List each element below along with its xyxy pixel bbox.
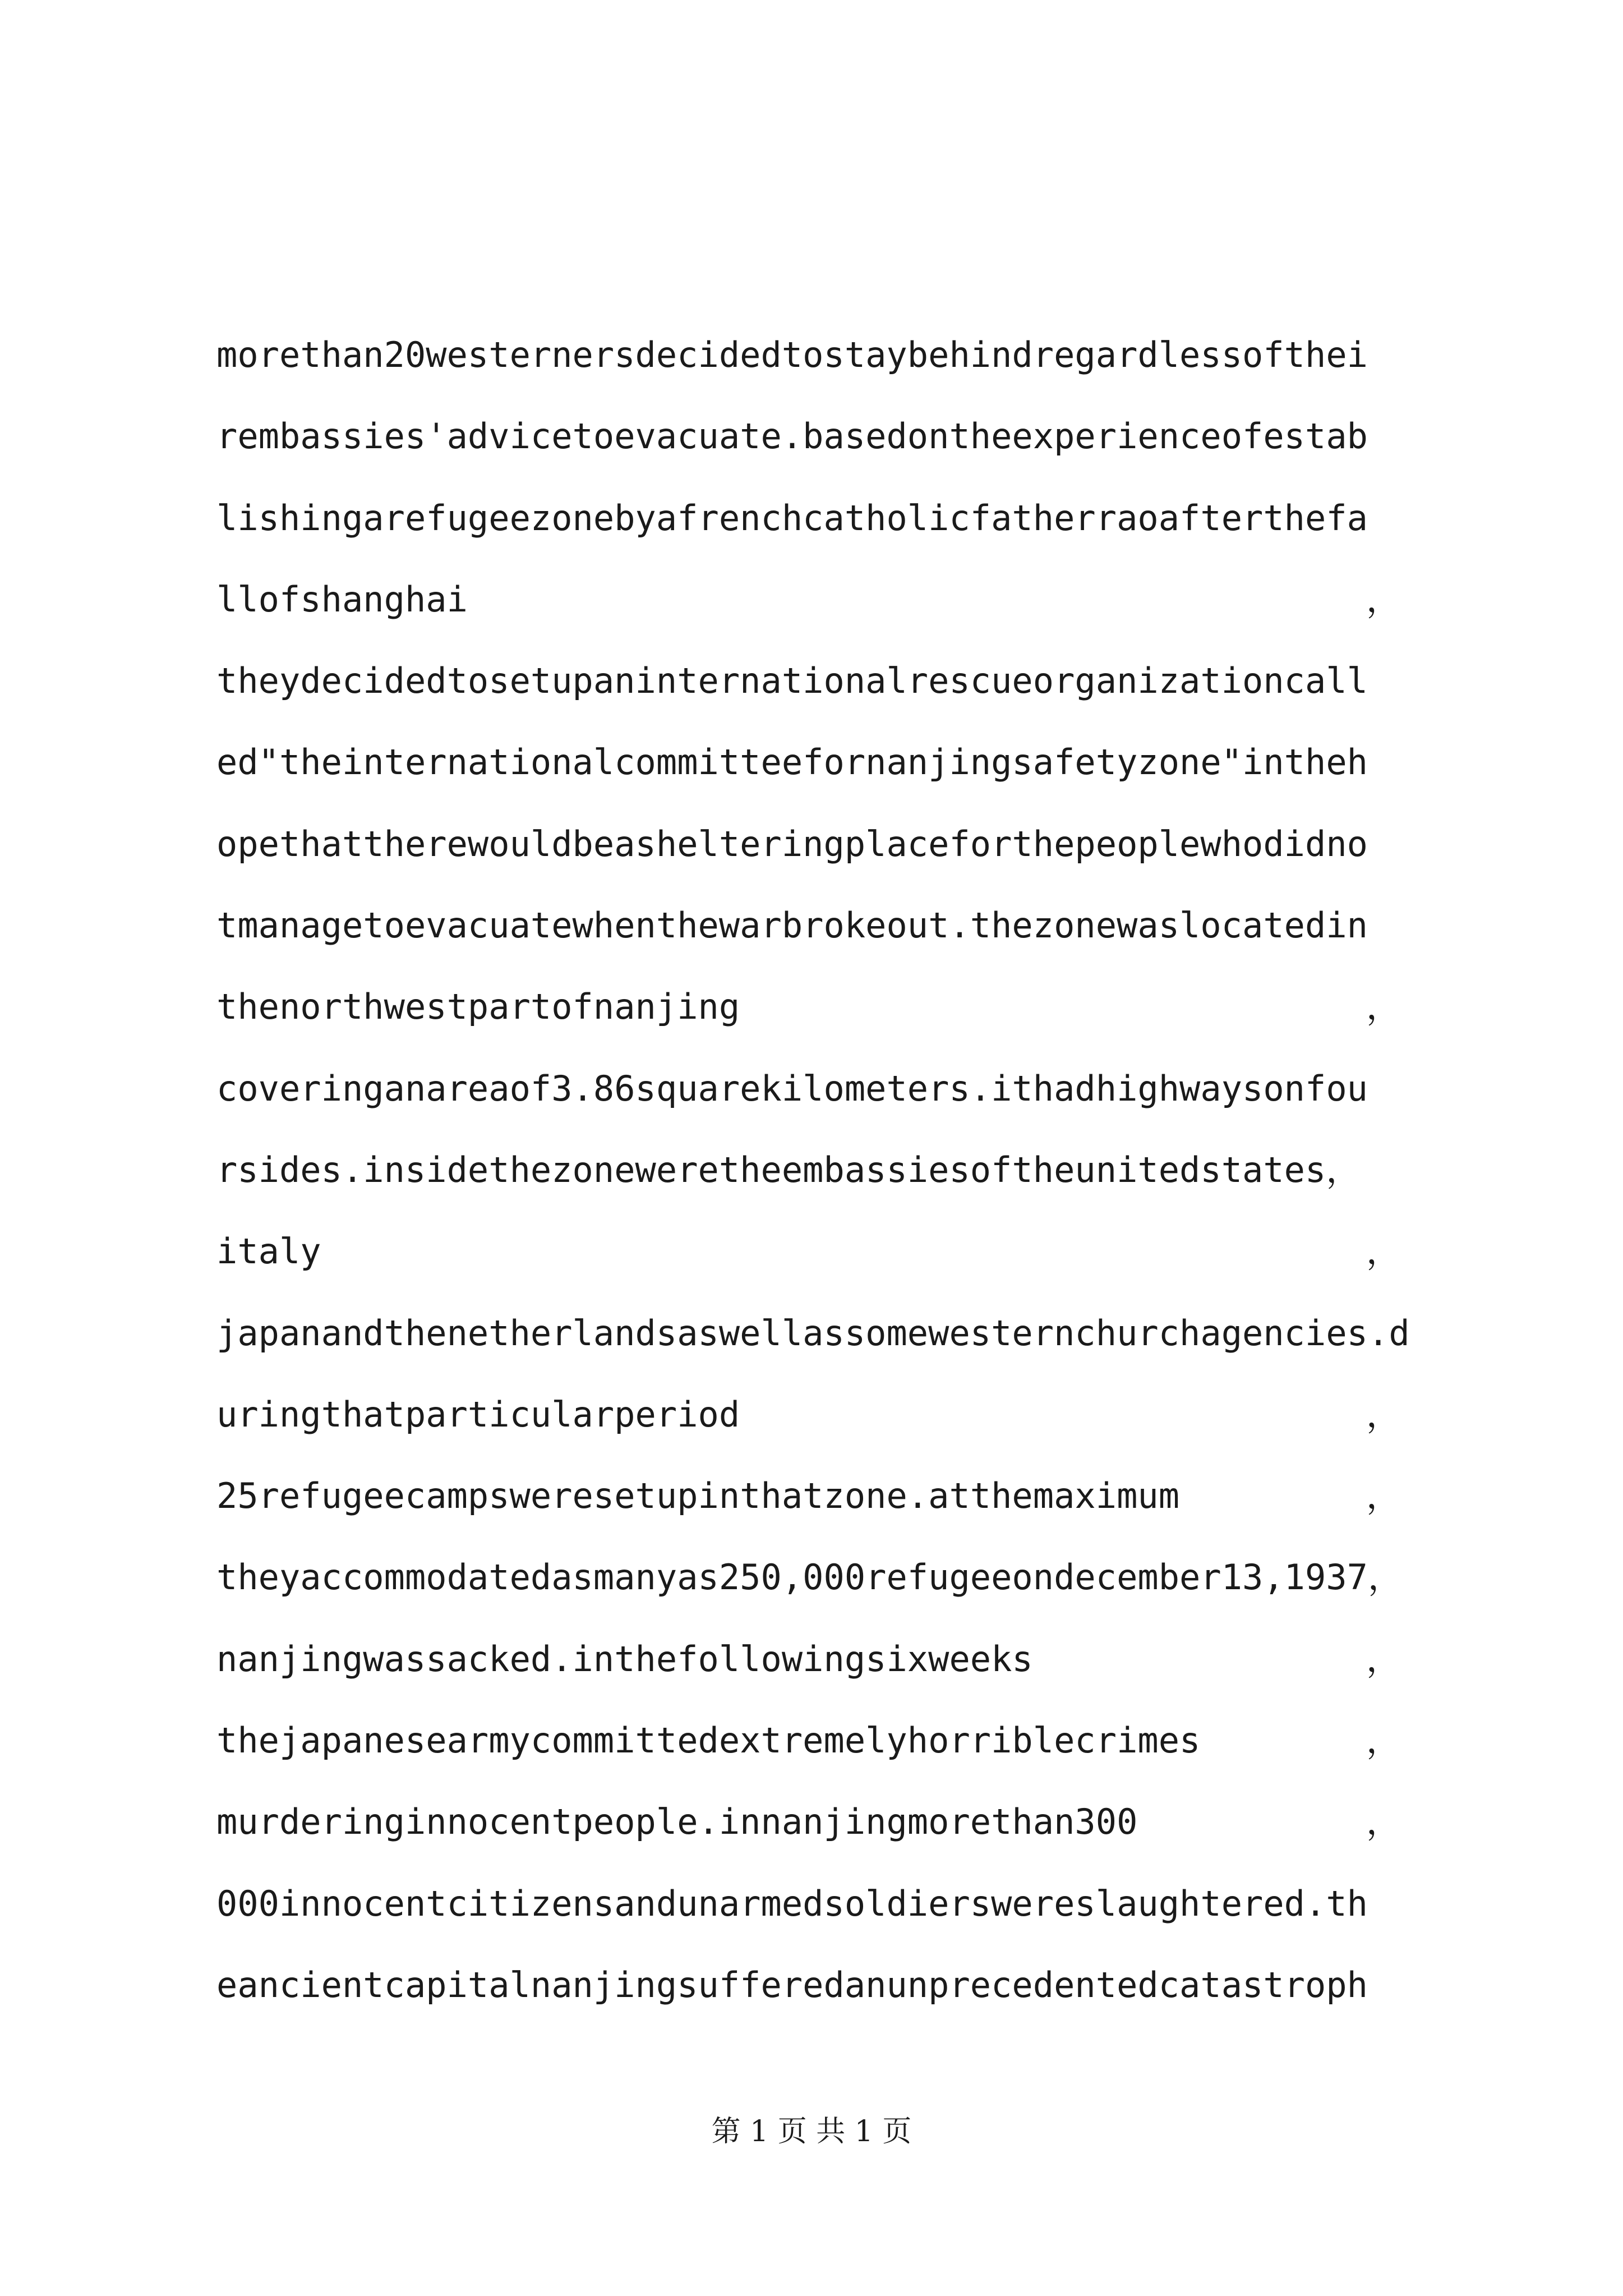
text-line [216,1292,1478,1374]
page-footer: 第 1 页 共 1 页 [711,2115,912,2148]
text-line-content: 25refugeecampsweresetupinthatzone.atthemaximum [216,1475,1180,1517]
text-line-content: tmanagetoevacuatewhenthewarbrokeout.thezonewaslocatedin [216,905,1368,946]
text-line [216,1374,1478,1455]
text-line [216,1129,1478,1211]
line-end-comma: ， [1366,1393,1401,1435]
line-end-comma: ， [1366,1475,1401,1517]
text-line-content: coveringanareaof3.86squarekilometers.ithadhighwaysonfou [216,1068,1368,1109]
line-end-comma: ， [1366,1231,1401,1272]
body-text [216,314,1478,2026]
text-line [216,395,1478,477]
text-line-content: opethattherewouldbeashelteringplaceforthepeoplewhodidno [216,823,1368,864]
text-line-content: theyaccommodatedasmanyas250,000refugeeondecember13,1937， [216,1557,1403,1598]
text-line [216,1455,1478,1536]
text-line-content: ed"theinternationalcommitteefornanjingsafetyzone"intheh [216,742,1368,783]
text-line-content: morethan20westernersdecidedtostaybehindregardlessofthei [216,334,1368,375]
text-line [216,1944,1478,2026]
text-line [216,1048,1478,1129]
line-end-comma: ， [1366,986,1401,1028]
text-line-content: uringthatparticularperiod [216,1393,740,1435]
text-line [216,1700,1478,1781]
text-line-content: eancientcapitalnanjingsufferedanunprecedentedcatastroph [216,1964,1368,2005]
text-line [216,803,1478,885]
text-line [216,1618,1478,1700]
text-line-content: 000innocentcitizensandunarmedsoldierswereslaughtered.th [216,1883,1368,1924]
text-line [216,885,1478,966]
text-line [216,721,1478,803]
text-line-content: theydecidedtosetupaninternationalrescueorganizationcall [216,660,1368,702]
line-end-comma: ， [1366,1720,1401,1761]
text-line [216,1536,1478,1618]
text-line-content: thejapanesearmycommittedextremelyhorriblecrimes [216,1720,1201,1761]
line-end-comma: ， [1366,1638,1401,1680]
text-line-content: nanjingwassacked.inthefollowingsixweeks [216,1638,1033,1680]
text-line [216,477,1478,559]
text-line [216,966,1478,1047]
text-line-content: murderinginnocentpeople.innanjingmorethan300 [216,1801,1138,1843]
text-line [216,559,1478,640]
text-line [216,1863,1478,1944]
text-line-content: rsides.insidethezoneweretheembassiesoftheunitedstates， [216,1149,1361,1190]
text-line [216,640,1478,721]
text-line-content: llofshanghai [216,578,468,620]
text-line-content: japanandthenetherlandsaswellassomewesternchurchagencies.d [216,1312,1410,1354]
text-line-content: rembassies'advicetoevacuate.basedontheexperienceofestab [216,416,1368,457]
line-end-comma: ， [1366,1801,1401,1843]
text-line-content: lishingarefugeezonebyafrenchcatholicfatherraoafterthefa [216,497,1368,539]
text-line [216,1781,1478,1862]
text-line [216,314,1478,395]
text-line-content: thenorthwestpartofnanjing [216,986,740,1028]
text-line [216,1211,1478,1292]
line-end-comma: ， [1366,578,1401,620]
text-line-content: italy [216,1231,321,1272]
